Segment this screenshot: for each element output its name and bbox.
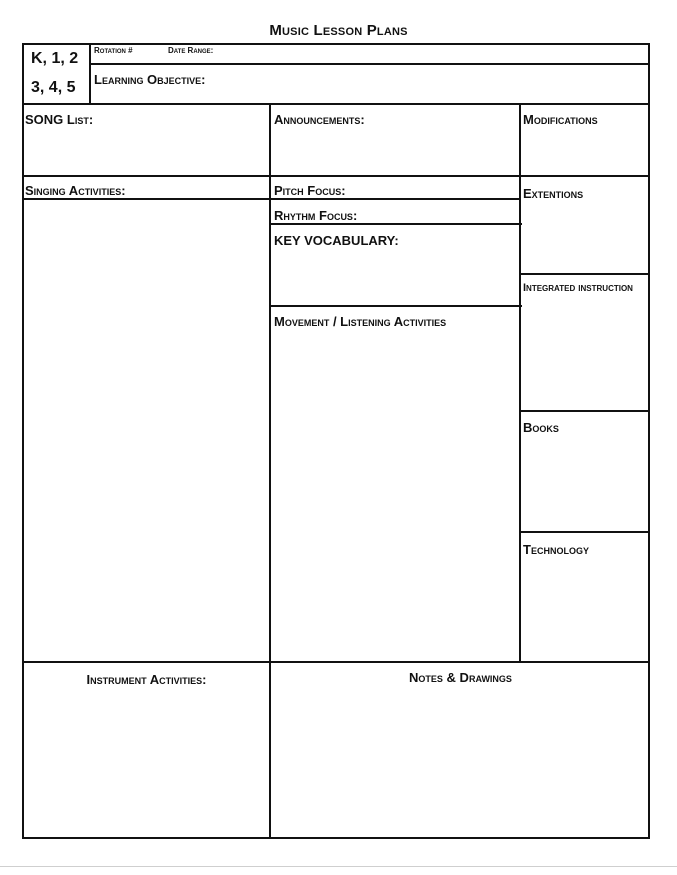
technology-label: Technology <box>523 542 589 557</box>
page-bottom-edge <box>0 866 677 867</box>
bottom-row-divider <box>22 661 650 663</box>
grades-divider <box>89 43 91 104</box>
page-title: Music Lesson Plans <box>269 22 408 39</box>
row-divider-songlist <box>22 175 650 177</box>
song-list-label: SONG List: <box>25 112 94 127</box>
books-divider <box>519 531 650 533</box>
integrated-divider <box>519 410 650 412</box>
movement-listening-label: Movement / Listening Activities <box>274 314 447 329</box>
header-row-divider <box>89 63 650 65</box>
learning-objective-label: Learning Objective: <box>94 72 206 87</box>
rhythm-focus-label: Rhythm Focus: <box>274 208 358 223</box>
pitch-focus-label: Pitch Focus: <box>274 183 346 198</box>
grades-3-4-5: 3, 4, 5 <box>31 79 76 96</box>
key-vocabulary-label: KEY VOCABULARY: <box>274 233 399 248</box>
grades-k-1-2: K, 1, 2 <box>31 50 79 67</box>
extentions-label: Extentions <box>523 186 584 201</box>
rotation-label: Rotation # <box>94 46 133 55</box>
column-divider-left <box>269 103 271 839</box>
column-divider-right <box>519 103 521 662</box>
rhythm-divider <box>269 223 522 225</box>
notes-drawings-label: Notes & Drawings <box>409 670 512 685</box>
singing-activities-label: Singing Activities: <box>25 183 126 198</box>
lesson-plan-grid <box>22 43 650 839</box>
announcements-label: Announcements: <box>274 112 365 127</box>
date-range-label: Date Range: <box>168 46 214 55</box>
header-bottom-line <box>22 103 650 105</box>
modifications-label: Modifications <box>523 112 598 127</box>
singing-underline <box>22 198 520 200</box>
instrument-activities-label: Instrument Activities: <box>86 672 207 687</box>
vocab-divider <box>269 305 522 307</box>
extentions-divider <box>519 273 650 275</box>
books-label: Books <box>523 420 559 435</box>
integrated-instruction-label: Integrated instruction <box>523 282 633 294</box>
